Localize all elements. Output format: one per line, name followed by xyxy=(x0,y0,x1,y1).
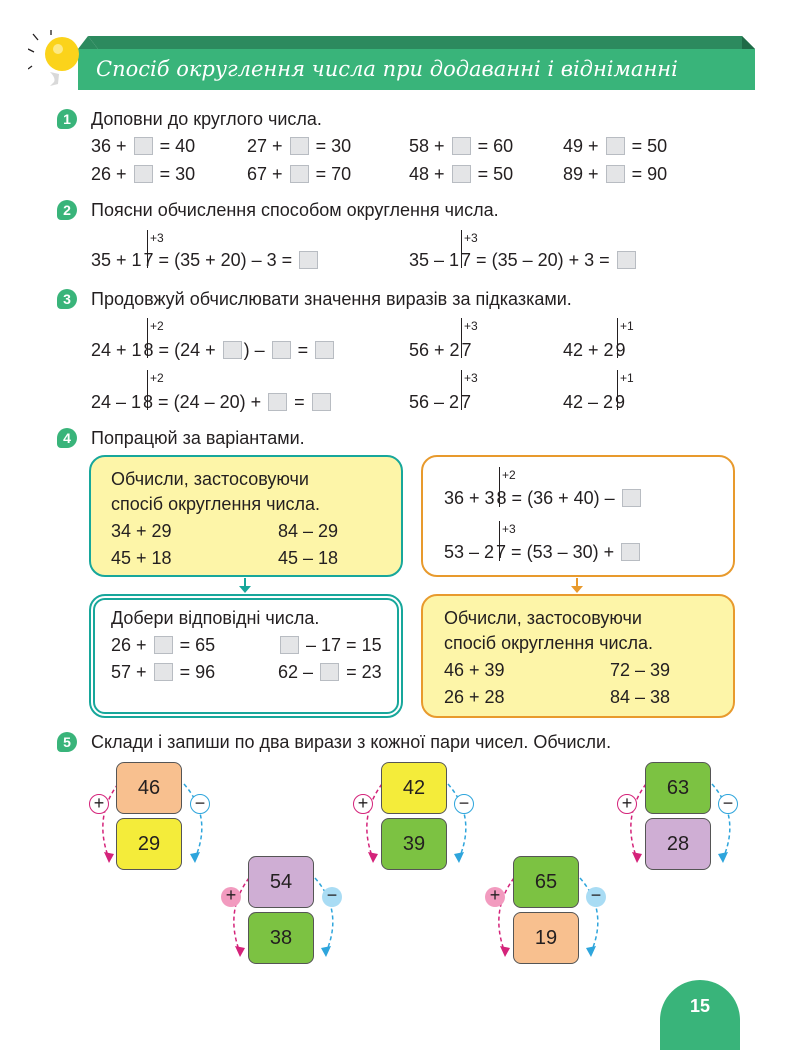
card-expression: 45 – 18 xyxy=(278,548,339,568)
card-title: Добери відповідні числа. xyxy=(111,608,320,628)
decomposition-line xyxy=(499,521,500,561)
equation-item: 36 + = 40 xyxy=(91,136,196,156)
decomposition-line xyxy=(617,370,618,410)
lightbulb-icon xyxy=(28,30,80,88)
answer-box[interactable] xyxy=(315,341,334,359)
answer-box[interactable] xyxy=(154,636,173,654)
expression: 42 – 2 9 xyxy=(563,392,626,412)
answer-box[interactable] xyxy=(154,663,173,681)
decomposition-line xyxy=(461,230,462,268)
number-card: 28 xyxy=(645,818,711,870)
answer-box[interactable] xyxy=(617,251,636,269)
decomposition-line xyxy=(499,467,500,507)
card-expression: 34 + 29 xyxy=(111,521,172,541)
minus-icon: − xyxy=(454,794,474,814)
hint-label: +1 xyxy=(620,319,634,333)
number-card: 39 xyxy=(381,818,447,870)
card-text-line: спосіб округлення числа. xyxy=(111,494,321,514)
hint-label: +3 xyxy=(502,522,516,536)
task-number: 3 xyxy=(57,289,77,309)
expression: 53 – 2 7 = (53 – 30) + xyxy=(444,541,642,563)
task-instruction: Доповни до круглого числа. xyxy=(91,109,322,129)
answer-box[interactable] xyxy=(290,165,309,183)
task-number: 1 xyxy=(57,109,77,129)
hint-label: +3 xyxy=(464,231,478,245)
equation-item: 58 + = 60 xyxy=(409,136,514,156)
equation-item: 26 + = 30 xyxy=(91,164,196,184)
answer-box[interactable] xyxy=(268,393,287,411)
plus-icon: + xyxy=(221,887,241,907)
answer-box[interactable] xyxy=(272,341,291,359)
arrow-down-icon xyxy=(570,578,584,594)
task-instruction: Продовжуй обчислювати значення виразів за підказками. xyxy=(91,289,572,309)
card-text-line: спосіб округлення числа. xyxy=(444,633,654,653)
answer-box[interactable] xyxy=(452,137,471,155)
card-expression: 84 – 29 xyxy=(278,521,339,541)
card-expression: 26 + 28 xyxy=(444,687,505,707)
expression: 36 + 3 8 = (36 + 40) – xyxy=(444,487,643,509)
plus-icon: + xyxy=(89,794,109,814)
expression: 35 – 1 7 = (35 – 20) + 3 = xyxy=(409,249,638,271)
number-card: 38 xyxy=(248,912,314,964)
answer-box[interactable] xyxy=(621,543,640,561)
plus-icon: + xyxy=(617,794,637,814)
equation-item: 27 + = 30 xyxy=(247,136,352,156)
number-card: 46 xyxy=(116,762,182,814)
decomposition-line xyxy=(147,318,148,358)
plus-icon: + xyxy=(353,794,373,814)
equation-item: 26 + = 65 xyxy=(111,635,216,655)
hint-label: +2 xyxy=(502,468,516,482)
hint-label: +2 xyxy=(150,371,164,385)
equation-item: 62 – = 23 xyxy=(278,662,382,682)
answer-box[interactable] xyxy=(280,636,299,654)
answer-box[interactable] xyxy=(452,165,471,183)
number-card: 42 xyxy=(381,762,447,814)
card-expression: 84 – 38 xyxy=(610,687,671,707)
answer-box[interactable] xyxy=(134,137,153,155)
expression: 42 + 2 9 xyxy=(563,340,626,360)
answer-box[interactable] xyxy=(223,341,242,359)
hint-label: +1 xyxy=(620,371,634,385)
minus-icon: − xyxy=(586,887,606,907)
decomposition-line xyxy=(147,370,148,410)
equation-item: 67 + = 70 xyxy=(247,164,352,184)
card-expression: 72 – 39 xyxy=(610,660,671,680)
decomposition-line xyxy=(461,318,462,358)
answer-box[interactable] xyxy=(320,663,339,681)
expression: 24 + 1 8 = (24 + ) – = xyxy=(91,339,336,361)
expression: 56 + 2 7 xyxy=(409,340,472,360)
task-number: 5 xyxy=(57,732,77,752)
hint-label: +3 xyxy=(464,371,478,385)
expression: 24 – 1 8 = (24 – 20) + = xyxy=(91,391,333,413)
minus-icon: − xyxy=(322,887,342,907)
task-number: 4 xyxy=(57,428,77,448)
number-card: 19 xyxy=(513,912,579,964)
equation-item: 57 + = 96 xyxy=(111,662,216,682)
decomposition-line xyxy=(617,318,618,358)
card-expression: 45 + 18 xyxy=(111,548,172,568)
answer-box[interactable] xyxy=(622,489,641,507)
page-number: 15 xyxy=(689,996,711,1016)
answer-box[interactable] xyxy=(134,165,153,183)
answer-box[interactable] xyxy=(606,137,625,155)
plus-icon: + xyxy=(485,887,505,907)
hint-label: +3 xyxy=(464,319,478,333)
equation-item: 48 + = 50 xyxy=(409,164,514,184)
answer-box[interactable] xyxy=(290,137,309,155)
number-card: 63 xyxy=(645,762,711,814)
answer-box[interactable] xyxy=(606,165,625,183)
decomposition-line xyxy=(147,230,148,268)
number-card: 65 xyxy=(513,856,579,908)
task-instruction: Склади і запиши по два вирази з кожної пари чисел. Обчисли. xyxy=(91,732,612,752)
card-expression: 46 + 39 xyxy=(444,660,505,680)
decomposition-line xyxy=(461,370,462,410)
task-instruction: Попрацюй за варіантами. xyxy=(91,428,305,448)
answer-box[interactable] xyxy=(299,251,318,269)
hint-label: +2 xyxy=(150,319,164,333)
expression: 56 – 2 7 xyxy=(409,392,472,412)
equation-item: 89 + = 90 xyxy=(563,164,668,184)
number-card: 29 xyxy=(116,818,182,870)
page-title: Спосіб округлення числа при додаванні і відніманні xyxy=(96,57,678,81)
card-text-line: Обчисли, застосовуючи xyxy=(111,469,309,489)
answer-box[interactable] xyxy=(312,393,331,411)
equation-item: – 17 = 15 xyxy=(278,634,382,656)
task-number: 2 xyxy=(57,200,77,220)
hint-label: +3 xyxy=(150,231,164,245)
task-instruction: Поясни обчислення способом округлення числа. xyxy=(91,200,499,220)
number-card: 54 xyxy=(248,856,314,908)
card-text-line: Обчисли, застосовуючи xyxy=(444,608,642,628)
equation-item: 49 + = 50 xyxy=(563,136,668,156)
expression: 35 + 1 7 = (35 + 20) – 3 = xyxy=(91,249,320,271)
arrow-down-icon xyxy=(238,578,252,594)
minus-icon: − xyxy=(718,794,738,814)
minus-icon: − xyxy=(190,794,210,814)
